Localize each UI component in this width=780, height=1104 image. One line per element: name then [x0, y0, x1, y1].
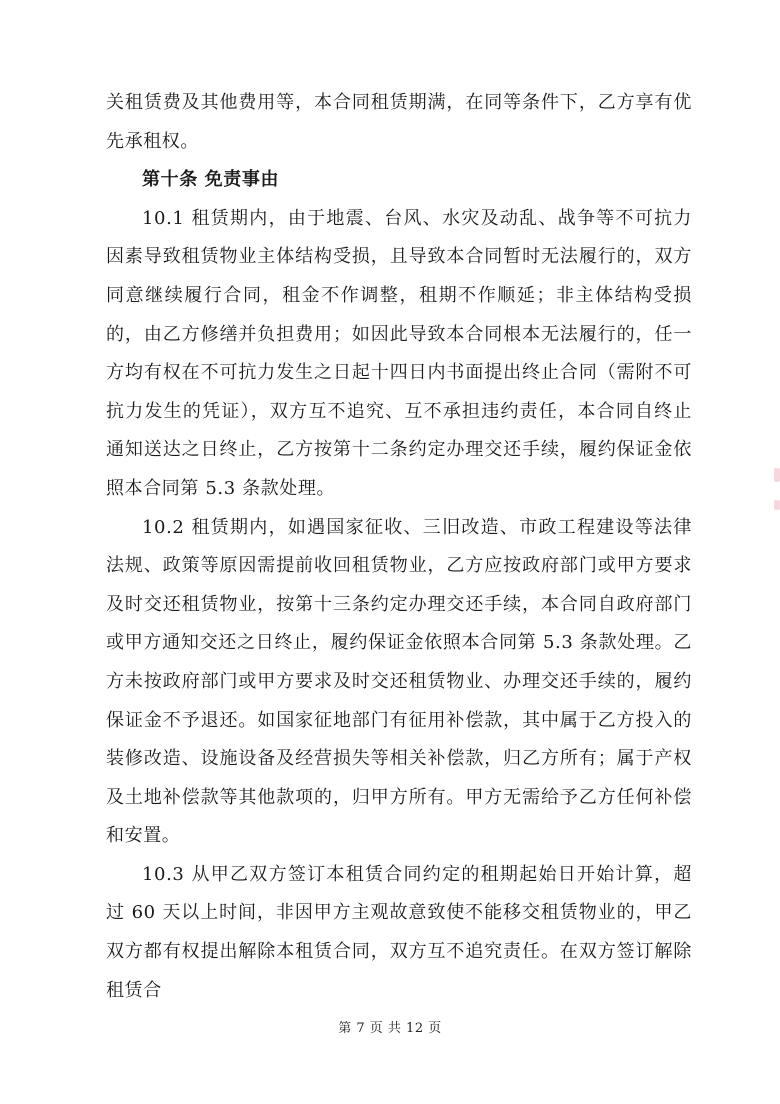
- section-heading: 第十条 免责事由: [142, 169, 280, 191]
- paragraph-10-2: 10.2 租赁期内，如遇国家征收、三旧改造、市政工程建设等法律法规、政策等原因需提前收回租赁物业，乙方应按政府部门或甲方要求及时交还租赁物业，按第十三条约定办理交还手续，本合同自政府部门或甲方通知交还之日终止，履约保证金依照本合同第 5.3 条款处理。乙方未按政府部门或甲方要求及时交还租赁物业、办理交还手续的，履约保证金不予退还。如国家征地部门有征用补偿款，其中属于乙方投入的装修改造、设施设备及经营损失等相关补偿款，归乙方所有；属于产权及土地补偿款等其他款项的，归甲方所有。甲方无需给予乙方任何补偿和安置。: [106, 516, 692, 847]
- paragraph-10-3: 10.3 从甲乙双方签订本租赁合同约定的租期起始日开始计算，超过 60 天以上时间，非因甲方主观故意致使不能移交租赁物业的，甲乙双方都有权提出解除本租赁合同，双方互不追究责任。在双方签订解除租赁合: [106, 863, 692, 1001]
- seal-edge-mark: [774, 468, 780, 482]
- paragraph-continuation: 关租赁费及其他费用等，本合同租赁期满，在同等条件下，乙方享有优先承租权。: [106, 92, 692, 152]
- paragraph-10-1: 10.1 租赁期内，由于地震、台风、水灾及动乱、战争等不可抗力因素导致租赁物业主体结构受损，且导致本合同暂时无法履行的，双方同意继续履行合同，租金不作调整，租期不作顺延；非主体结构受损的，由乙方修缮并负担费用；如因此导致本合同根本无法履行的，任一方均有权在不可抗力发生之日起十四日内书面提出终止合同（需附不可抗力发生的凭证），双方互不追究、互不承担违约责任，本合同自终止通知送达之日终止，乙方按第十二条约定办理交还手续，履约保证金依照本合同第 5.3 条款处理。: [106, 207, 692, 499]
- seal-edge-mark: [774, 500, 780, 510]
- page-footer: 第 7 页 共 12 页: [338, 1021, 442, 1036]
- document-body: [106, 84, 692, 1010]
